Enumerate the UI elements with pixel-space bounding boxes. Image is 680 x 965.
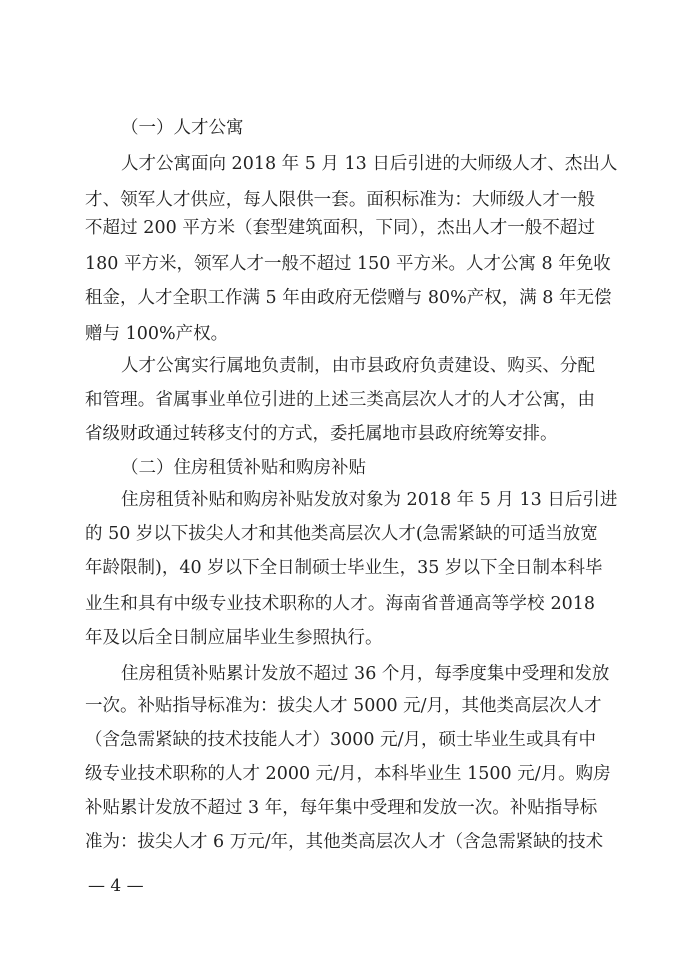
text-line: 级专业技术职称的人才 2000 元/月，本科毕业生 1500 元/月。购房: [85, 764, 611, 784]
text-line: 租金，人才全职工作满 5 年由政府无偿赠与 80%产权，满 8 年无偿: [85, 288, 612, 308]
text-line: 和管理。省属事业单位引进的上述三类高层次人才的人才公寓，由: [85, 390, 595, 410]
text-line: 才、领军人才供应，每人限供一套。面积标准为：大师级人才一般: [85, 190, 595, 210]
text-line: 一次。补贴指导标准为：拔尖人才 5000 元/月，其他类高层次人才: [85, 696, 602, 716]
text-line: 的 50 岁以下拔尖人才和其他类高层次人才(急需紧缺的可适当放宽: [85, 524, 598, 544]
text-line: 年龄限制)，40 岁以下全日制硕士毕业生，35 岁以下全日制本科毕: [85, 558, 603, 578]
page-number: — 4 —: [88, 876, 144, 896]
text-line: 人才公寓实行属地负责制，由市县政府负责建设、购买、分配: [121, 356, 595, 376]
text-line: 人才公寓面向 2018 年 5 月 13 日后引进的大师级人才、杰出人: [121, 154, 618, 174]
text-line: 年及以后全日制应届毕业生参照执行。: [85, 628, 383, 648]
text-line: 补贴累计发放不超过 3 年，每年集中受理和发放一次。补贴指导标: [85, 798, 598, 818]
text-line: 省级财政通过转移支付的方式，委托属地市县政府统筹安排。: [85, 424, 558, 444]
text-line: 业生和具有中级专业技术职称的人才。海南省普通高等学校 2018: [85, 594, 595, 614]
section-heading: （一）人才公寓: [121, 118, 244, 138]
text-line: （含急需紧缺的技术技能人才）3000 元/月，硕士毕业生或具有中: [85, 730, 596, 750]
text-line: 180 平方米，领军人才一般不超过 150 平方米。人才公寓 8 年免收: [85, 254, 611, 274]
section-heading: （二）住房租赁补贴和购房补贴: [121, 458, 366, 478]
text-line: 赠与 100%产权。: [85, 324, 229, 344]
text-line: 住房租赁补贴和购房补贴发放对象为 2018 年 5 月 13 日后引进: [121, 490, 618, 510]
text-line: 不超过 200 平方米（套型建筑面积，下同），杰出人才一般不超过: [85, 218, 595, 238]
text-line: 准为：拔尖人才 6 万元/年，其他类高层次人才（含急需紧缺的技术: [85, 832, 604, 852]
text-line: 住房租赁补贴累计发放不超过 36 个月，每季度集中受理和发放: [121, 664, 610, 684]
